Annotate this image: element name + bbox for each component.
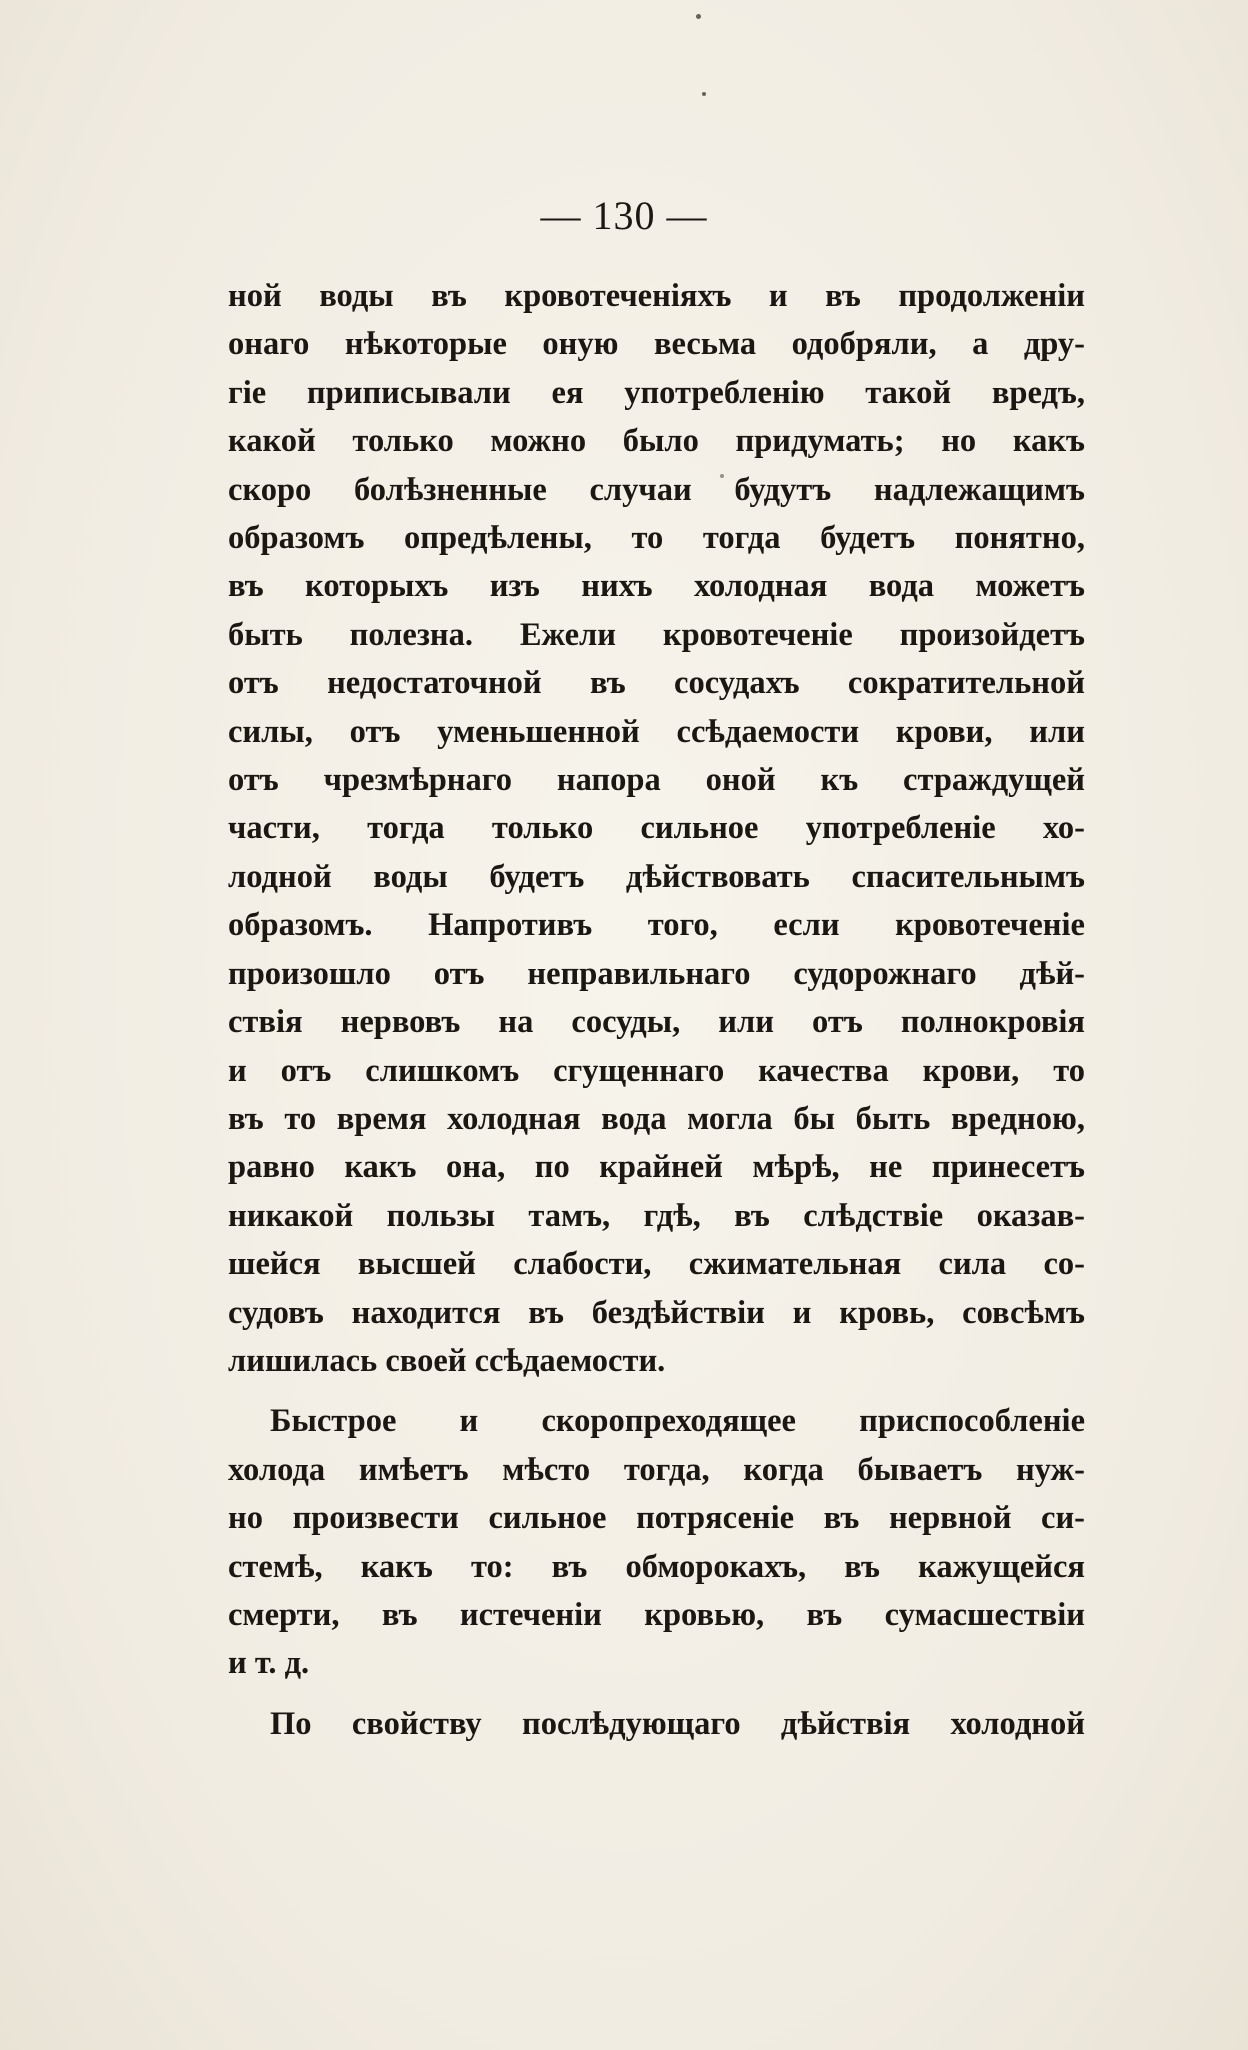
page-number: — 130 — xyxy=(540,193,708,238)
text-line: но произвести сильное потрясеніе въ нервной си- xyxy=(228,1500,1085,1537)
ink-speck xyxy=(702,92,706,96)
text-line: отъ недостаточной въ сосудахъ сократительной xyxy=(228,665,1085,702)
text-line: стемѣ, какъ то: въ обморокахъ, въ кажущейся xyxy=(228,1548,1085,1585)
text-line: шейся высшей слабости, сжимательная сила со- xyxy=(228,1246,1085,1283)
paragraph-end-line: лишилась своей ссѣдаемости. xyxy=(228,1342,666,1379)
body-text xyxy=(228,272,1085,1748)
text-line: образомъ опредѣлены, то тогда будетъ понятно, xyxy=(228,520,1085,557)
text-line: онаго нѣкоторые оную весьма одобряли, а дру- xyxy=(228,326,1085,363)
text-line: какой только можно было придумать; но какъ xyxy=(228,423,1085,460)
text-line: быть полезна. Ежели кровотеченіе произойдетъ xyxy=(228,616,1085,653)
text-line: судовъ находится въ бездѣйствіи и кровь, совсѣмъ xyxy=(228,1294,1085,1331)
text-line: части, тогда только сильное употребленіе хо- xyxy=(228,810,1085,847)
text-line: скоро болѣзненные случаи будутъ надлежащимъ xyxy=(228,471,1085,508)
text-line: ной воды въ кровотеченіяхъ и въ продолженіи xyxy=(228,278,1085,314)
ink-speck xyxy=(696,14,701,19)
text-line: лодной воды будетъ дѣйствовать спасительнымъ xyxy=(228,858,1085,895)
paragraph-gap xyxy=(228,1688,1085,1700)
paragraph-first-line: По свойству послѣдующаго дѣйствія холодной xyxy=(270,1705,1085,1742)
text-line: въ то время холодная вода могла бы быть вредною, xyxy=(228,1100,1085,1137)
text-line: произошло отъ неправильнаго судорожнаго дѣй- xyxy=(228,955,1085,992)
paragraph-gap xyxy=(228,1385,1085,1397)
paragraph-end-line: и т. д. xyxy=(228,1645,310,1682)
text-line: смерти, въ истеченіи кровью, въ сумасшествіи xyxy=(228,1596,1085,1633)
text-line: холода имѣетъ мѣсто тогда, когда бываетъ нуж- xyxy=(228,1451,1085,1488)
text-line: отъ чрезмѣрнаго напора оной къ страждущей xyxy=(228,762,1085,799)
text-line: никакой пользы тамъ, гдѣ, въ слѣдствіе оказав- xyxy=(228,1197,1085,1234)
text-line: образомъ. Напротивъ того, если кровотеченіе xyxy=(228,907,1085,944)
paragraph-first-line: Быстрое и скоропреходящее приспособленіе xyxy=(270,1403,1085,1440)
text-line: гіе приписывали ея употребленію такой вредъ, xyxy=(228,374,1085,411)
text-line: равно какъ она, по крайней мѣрѣ, не принесетъ xyxy=(228,1149,1085,1186)
text-line: силы, отъ уменьшенной ссѣдаемости крови, или xyxy=(228,713,1085,750)
text-line: и отъ слишкомъ сгущеннаго качества крови, то xyxy=(228,1052,1085,1089)
text-line: въ которыхъ изъ нихъ холодная вода можетъ xyxy=(228,568,1085,605)
text-line: ствія нервовъ на сосуды, или отъ полнокровія xyxy=(228,1004,1085,1041)
